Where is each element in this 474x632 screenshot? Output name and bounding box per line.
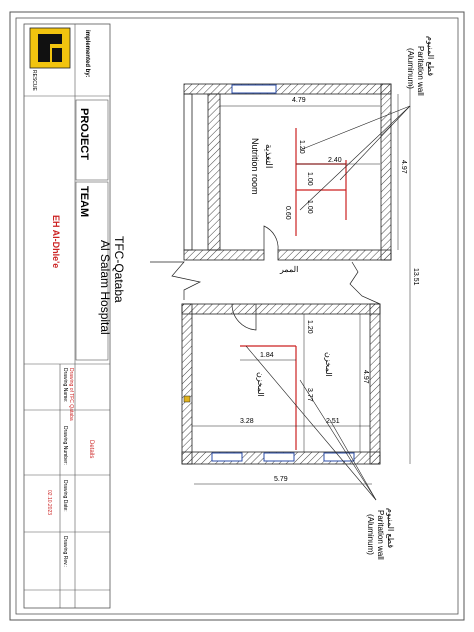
dim-lower-depth: 4.97 — [362, 370, 369, 384]
dim-1-20: 1.20 — [306, 320, 313, 334]
wall — [278, 250, 391, 260]
wall — [184, 94, 192, 250]
dim-small-4: 0.60 — [284, 206, 291, 220]
door-swing — [264, 226, 278, 250]
drawing-rev-label: Drawing Rev.: — [62, 536, 68, 568]
leader-line — [300, 106, 410, 150]
lower-room-name-ar-left: المخزن — [256, 372, 265, 397]
drawing-date-value: 02.10.2023 — [46, 490, 52, 516]
title-block — [24, 24, 110, 608]
wall — [184, 84, 391, 94]
project-label: PROJECT — [78, 108, 90, 160]
plan-subtitle: Al Salam Hospital — [98, 240, 112, 335]
project-name: EH Al-Dhle'e — [51, 215, 61, 269]
details-label: Details — [88, 440, 94, 459]
wall — [182, 304, 192, 464]
drawing-name-value: Drawing of TFC Qataba — [68, 368, 74, 421]
dim-small-2: 1.00 — [306, 172, 313, 186]
dim-1-84: 1.84 — [260, 352, 274, 359]
dim-outer-width: 5.79 — [274, 476, 288, 483]
plan-title: TFC-Qataba — [112, 236, 126, 303]
callout-bottom-ar: قطع المنيوم — [386, 508, 395, 549]
fixture — [184, 396, 190, 402]
dim-small-3: 1.00 — [306, 200, 313, 214]
callout-top-line2: (Aluminum) — [406, 48, 415, 89]
wall — [381, 84, 391, 260]
break-line — [150, 262, 200, 300]
dim-partition-span: 2.40 — [328, 157, 342, 164]
leader-line — [246, 346, 376, 500]
callout-top-ar: قطع المنيوم — [426, 36, 435, 77]
callout-bottom-line1: Paritation wall — [376, 510, 385, 560]
dim-upper-width: 4.79 — [292, 97, 306, 104]
leader-line — [340, 106, 410, 180]
dim-upper-depth: 4.97 — [400, 160, 407, 174]
implemented-by-label: implemented by: — [84, 30, 90, 78]
leader-line — [300, 106, 410, 210]
dim-3-28: 3.28 — [240, 418, 254, 425]
wall — [182, 304, 380, 314]
corridor-name-ar: الممر — [280, 265, 299, 274]
team-label: TEAM — [78, 186, 90, 218]
window — [232, 85, 276, 93]
window — [212, 453, 242, 461]
floor-plan — [98, 36, 435, 560]
drawing-name-label: Drawing Name: — [62, 368, 68, 403]
wall — [208, 94, 220, 250]
dim-total-length: 13.51 — [412, 268, 419, 286]
wall — [184, 250, 264, 260]
callout-top-line1: Paritation wall — [416, 46, 425, 96]
irc-logo — [30, 28, 70, 92]
dim-3-77: 3.77 — [306, 388, 313, 402]
wall — [370, 304, 380, 464]
dim-2-51: 2.51 — [326, 418, 340, 425]
drawing-date-label: Drawing Date: — [62, 480, 68, 512]
upper-room-name: Nutrition room — [250, 138, 260, 195]
callout-bottom-line2: (Aluminum) — [366, 514, 375, 555]
dim-small-1: 1.20 — [298, 140, 305, 154]
upper-room-name-ar: التغذية — [264, 144, 274, 169]
lower-room-name-ar-right: المخزن — [324, 352, 333, 377]
logo-text: RESCUE — [31, 70, 37, 91]
drawing-number-label: Drawing Number: — [62, 426, 68, 465]
window — [264, 453, 294, 461]
break-line — [350, 262, 380, 304]
